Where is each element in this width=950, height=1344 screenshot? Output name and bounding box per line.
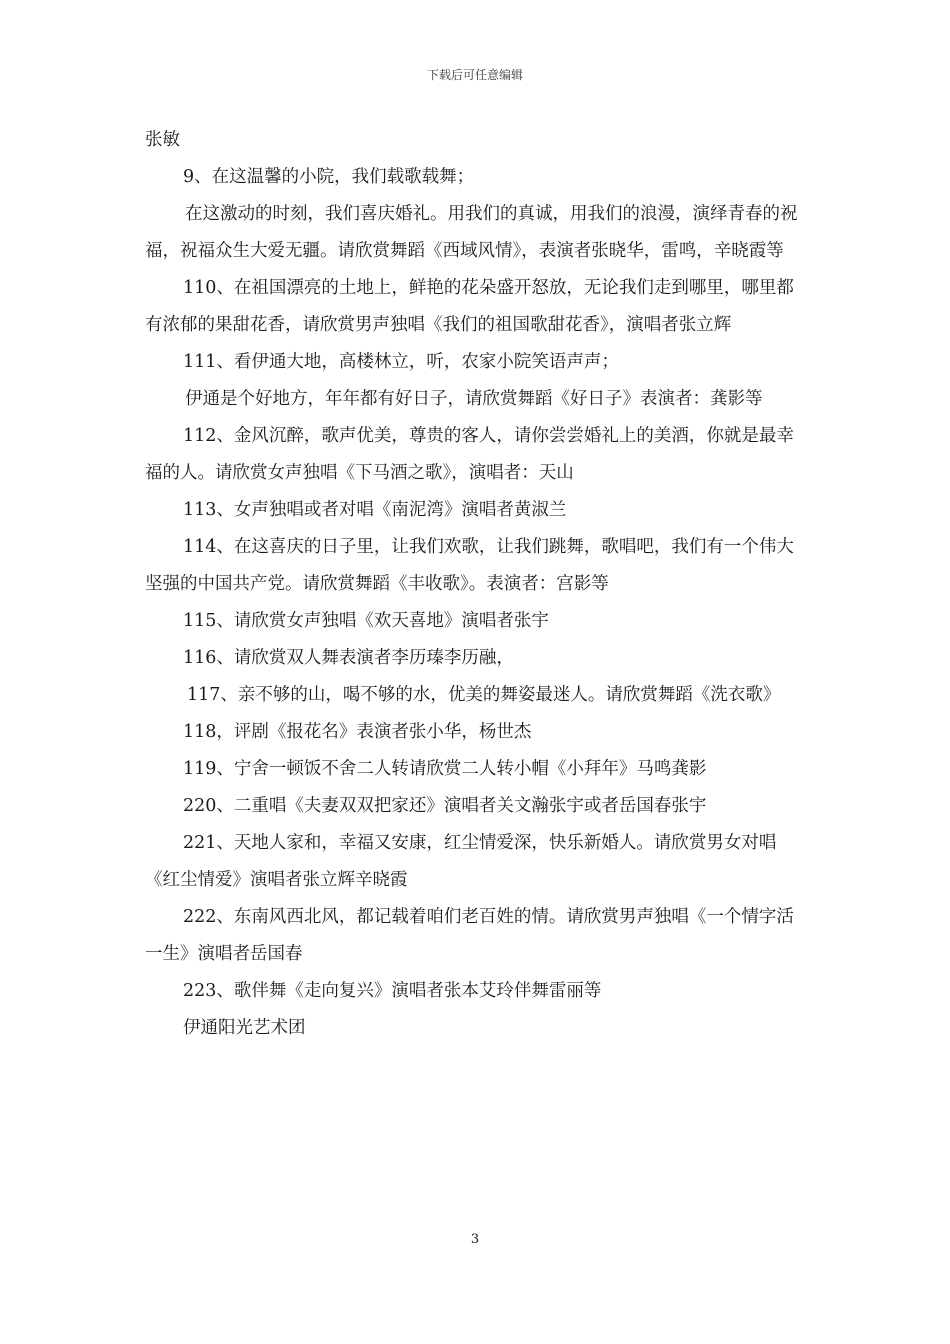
paragraph: 220、二重唱《夫妻双双把家还》演唱者关文瀚张宇或者岳国春张宇 [183,796,707,816]
paragraph: 114、在这喜庆的日子里，让我们欢歌，让我们跳舞，歌唱吧，我们有一个伟大坚强的中国共产党。请欣赏舞蹈《丰收歌》。表演者：宫影等 [145,537,794,594]
paragraph: 115、请欣赏女声独唱《欢天喜地》演唱者张宇 [183,611,549,631]
paragraph: 111、看伊通大地，高楼林立，听，农家小院笑语声声； [183,352,619,372]
paragraph: 223、歌伴舞《走向复兴》演唱者张本艾玲伴舞雷丽等 [183,981,602,1001]
paragraph: 119、宁舍一顿饭不舍二人转请欣赏二人转小帽《小拜年》马鸣龚影 [183,759,707,779]
page-header: 下载后可任意编辑 [426,68,523,82]
paragraph: 117、亲不够的山，喝不够的水，优美的舞姿最迷人。请欣赏舞蹈《洗衣歌》 [187,685,781,705]
paragraph: 9、在这温馨的小院，我们载歌载舞； [183,167,475,187]
paragraph: 221、天地人家和，幸福又安康，红尘情爱深，快乐新婚人。请欣赏男女对唱《红尘情爱》演唱者张立辉辛晓霞 [145,833,777,890]
signature-line: 伊通阳光艺术团 [183,1018,306,1038]
page-number: 3 [470,1232,480,1247]
paragraph: 在这激动的时刻，我们喜庆婚礼。用我们的真诚，用我们的浪漫，演绎青春的祝福，祝福众生大爱无疆。请欣赏舞蹈《西域风情》，表演者张晓华，雷鸣，辛晓霞等 [145,204,798,261]
paragraph: 113、女声独唱或者对唱《南泥湾》演唱者黄淑兰 [183,500,567,520]
document-body [145,122,807,1047]
paragraph: 112、金风沉醉，歌声优美，尊贵的客人，请你尝尝婚礼上的美酒，你就是最幸福的人。请欣赏女声独唱《下马酒之歌》，演唱者：天山 [145,426,794,483]
paragraph: 张敏 [145,130,180,150]
paragraph: 118，评剧《报花名》表演者张小华，杨世杰 [183,722,532,742]
paragraph: 116、请欣赏双人舞表演者李历瑧李历融， [183,648,514,668]
paragraph: 110、在祖国漂亮的土地上，鲜艳的花朵盛开怒放，无论我们走到哪里，哪里都有浓郁的果甜花香，请欣赏男声独唱《我们的祖国歌甜花香》，演唱者张立辉 [145,278,794,335]
paragraph: 伊通是个好地方，年年都有好日子，请欣赏舞蹈《好日子》表演者：龚影等 [185,389,763,409]
paragraph: 222、东南风西北风，都记载着咱们老百姓的情。请欣赏男声独唱《一个情字活一生》演唱者岳国春 [145,907,794,964]
